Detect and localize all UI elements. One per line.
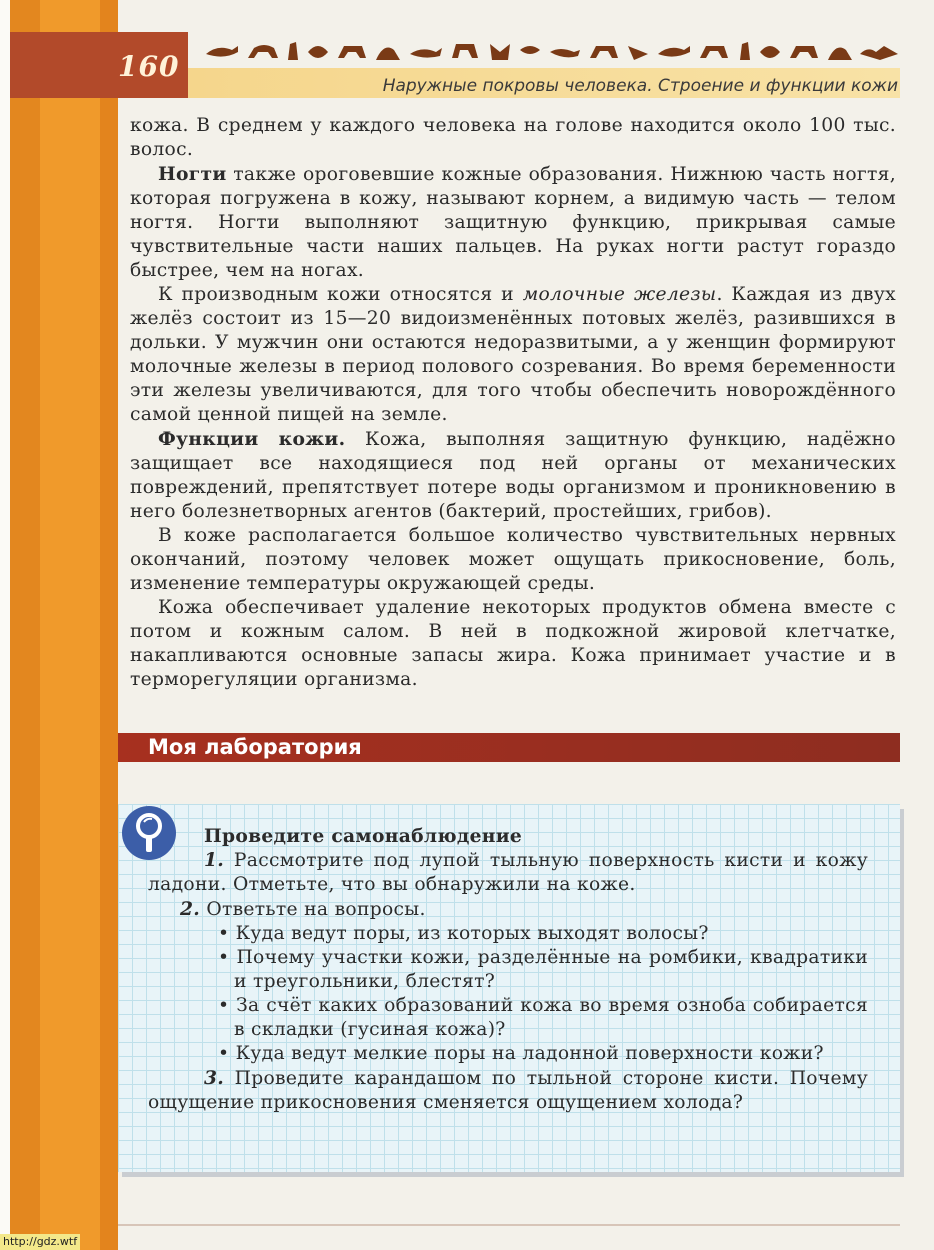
- paragraph-metabolism: Кожа обеспечивает удаление некоторых продуктов обмена вместе с потом и кожным салом. В ней в подкожной жировой клетчатке, накапливаются основные запасы жира. Кожа принимает участие и в терморегуляции организма.: [130, 597, 896, 690]
- animal-silhouette: [550, 49, 580, 57]
- lab-task-item-2-text: Ответьте на вопросы.: [200, 899, 426, 920]
- animal-silhouette: [452, 44, 478, 58]
- paragraph-nerve-endings: В коже располагается большое количество чувствительных нервных окончаний, поэтому человек может ощущать прикосновение, боль, изменение температуры окружающей среды.: [130, 525, 896, 594]
- animal-silhouette: [828, 48, 852, 60]
- lab-question-bullet: • За счёт каких образований кожа во время озноба собирается в складки (гусиная кожа)?: [218, 995, 868, 1040]
- lab-task-item-1-text: Рассмотрите под лупой тыльную поверхность кисти и кожу ладони. Отметьте, что вы обнаружили на коже.: [148, 850, 868, 895]
- term-mammary-glands: молочные железы: [522, 284, 717, 305]
- paragraph-nails: [130, 162, 896, 283]
- animal-silhouette: [308, 46, 328, 58]
- paragraph-skin-functions: [130, 427, 896, 524]
- term-nails: Ногти: [158, 163, 227, 185]
- lab-question-text: Почему участки кожи, разделённые на ромбики, квадратики и треугольники, блестят?: [234, 947, 868, 992]
- animal-silhouette: [376, 48, 400, 60]
- lab-task-number: 1.: [204, 849, 225, 871]
- animal-silhouette: [288, 42, 298, 60]
- lab-section-title: Моя лаборатория: [148, 735, 362, 759]
- lab-question-bullet: • Почему участки кожи, разделённые на ромбики, квадратики и треугольники, блестят?: [218, 947, 868, 992]
- lab-question-text: Куда ведут мелкие поры на ладонной поверхности кожи?: [235, 1043, 824, 1064]
- watermark-link[interactable]: http://gdz.wtf: [0, 1234, 80, 1250]
- animal-silhouette: [490, 44, 510, 60]
- page-number: 160: [118, 50, 180, 83]
- term-skin-functions: Функции кожи.: [158, 428, 346, 450]
- paragraph-mammary-text-b: . Каждая из двух желёз состоит из 15—20 видоизменённых потовых желёз, разившихся в дольки. У мужчин они остаются недоразвитыми, а у женщин формируют молочные железы в период полового созревания. Во время беременности эти железы увеличиваются, для того чтобы обеспечить новорождённого самой ценной пищей на земле.: [130, 284, 896, 425]
- paragraph-nails-text: также ороговевшие кожные образования. Нижнюю часть ногтя, которая погружена в кожу, называют корнем, а видимую часть — телом ногтя. Ногти выполняют защитную функцию, прикрывая самые чувствительные части наших пальцев. На руках ногти растут гораздо быстрее, чем на ногах.: [130, 164, 896, 281]
- animal-silhouette: [700, 46, 728, 58]
- animal-silhouette: [590, 46, 618, 58]
- animal-silhouette: [658, 46, 690, 57]
- paragraph-skin-functions-text: Кожа, выполняя защитную функцию, надёжно защищает все находящиеся под ней органы от механических повреждений, препятствует потере воды организмом и проникновению в него болезнетворных агентов (бактерий, простейших, грибов).: [130, 429, 896, 522]
- animal-silhouette: [790, 46, 818, 58]
- lab-question-text: Куда ведут поры, из которых выходят волосы?: [235, 923, 709, 944]
- animal-silhouettes-decoration: [204, 36, 900, 66]
- animal-silhouette: [860, 46, 898, 60]
- lab-task-item-1: [148, 848, 868, 897]
- animal-silhouette: [740, 42, 750, 60]
- animal-silhouette: [520, 46, 540, 60]
- lab-task-item-2: [180, 897, 868, 922]
- animal-silhouette: [628, 46, 648, 60]
- lab-task-number: 3.: [204, 1067, 225, 1089]
- page-bottom-rule: [118, 1224, 900, 1226]
- paragraph-mammary-glands: [130, 283, 896, 427]
- paragraph-mammary-text-a: К производным кожи относятся и: [158, 284, 523, 305]
- lab-question-text: За счёт каких образований кожа во время озноба собирается в складки (гусиная кожа)?: [234, 995, 868, 1040]
- left-margin-strip: [0, 0, 118, 1250]
- lab-task-item-3-text: Проведите карандашом по тыльной стороне кисти. Почему ощущение прикосновения сменяется ощущением холода?: [148, 1068, 868, 1113]
- animal-silhouette: [338, 46, 366, 58]
- lab-task-text: [148, 824, 868, 1115]
- main-text-body: [130, 114, 896, 692]
- lab-task-number: 2.: [180, 898, 201, 920]
- animal-silhouette: [760, 46, 780, 58]
- paragraph-hair: кожа. В среднем у каждого человека на голове находится около 100 тыс. волос.: [130, 115, 896, 160]
- lab-question-bullet: • Куда ведут поры, из которых выходят волосы?: [218, 923, 709, 944]
- animal-silhouette: [410, 48, 442, 58]
- lab-task-item-3: [148, 1066, 868, 1115]
- lab-task-heading: Проведите самонаблюдение: [204, 825, 523, 847]
- animal-silhouette: [248, 45, 278, 58]
- animal-silhouette: [206, 46, 238, 57]
- section-title: Наружные покровы человека. Строение и функции кожи: [382, 76, 898, 96]
- lab-question-bullet: • Куда ведут мелкие поры на ладонной поверхности кожи?: [218, 1043, 824, 1064]
